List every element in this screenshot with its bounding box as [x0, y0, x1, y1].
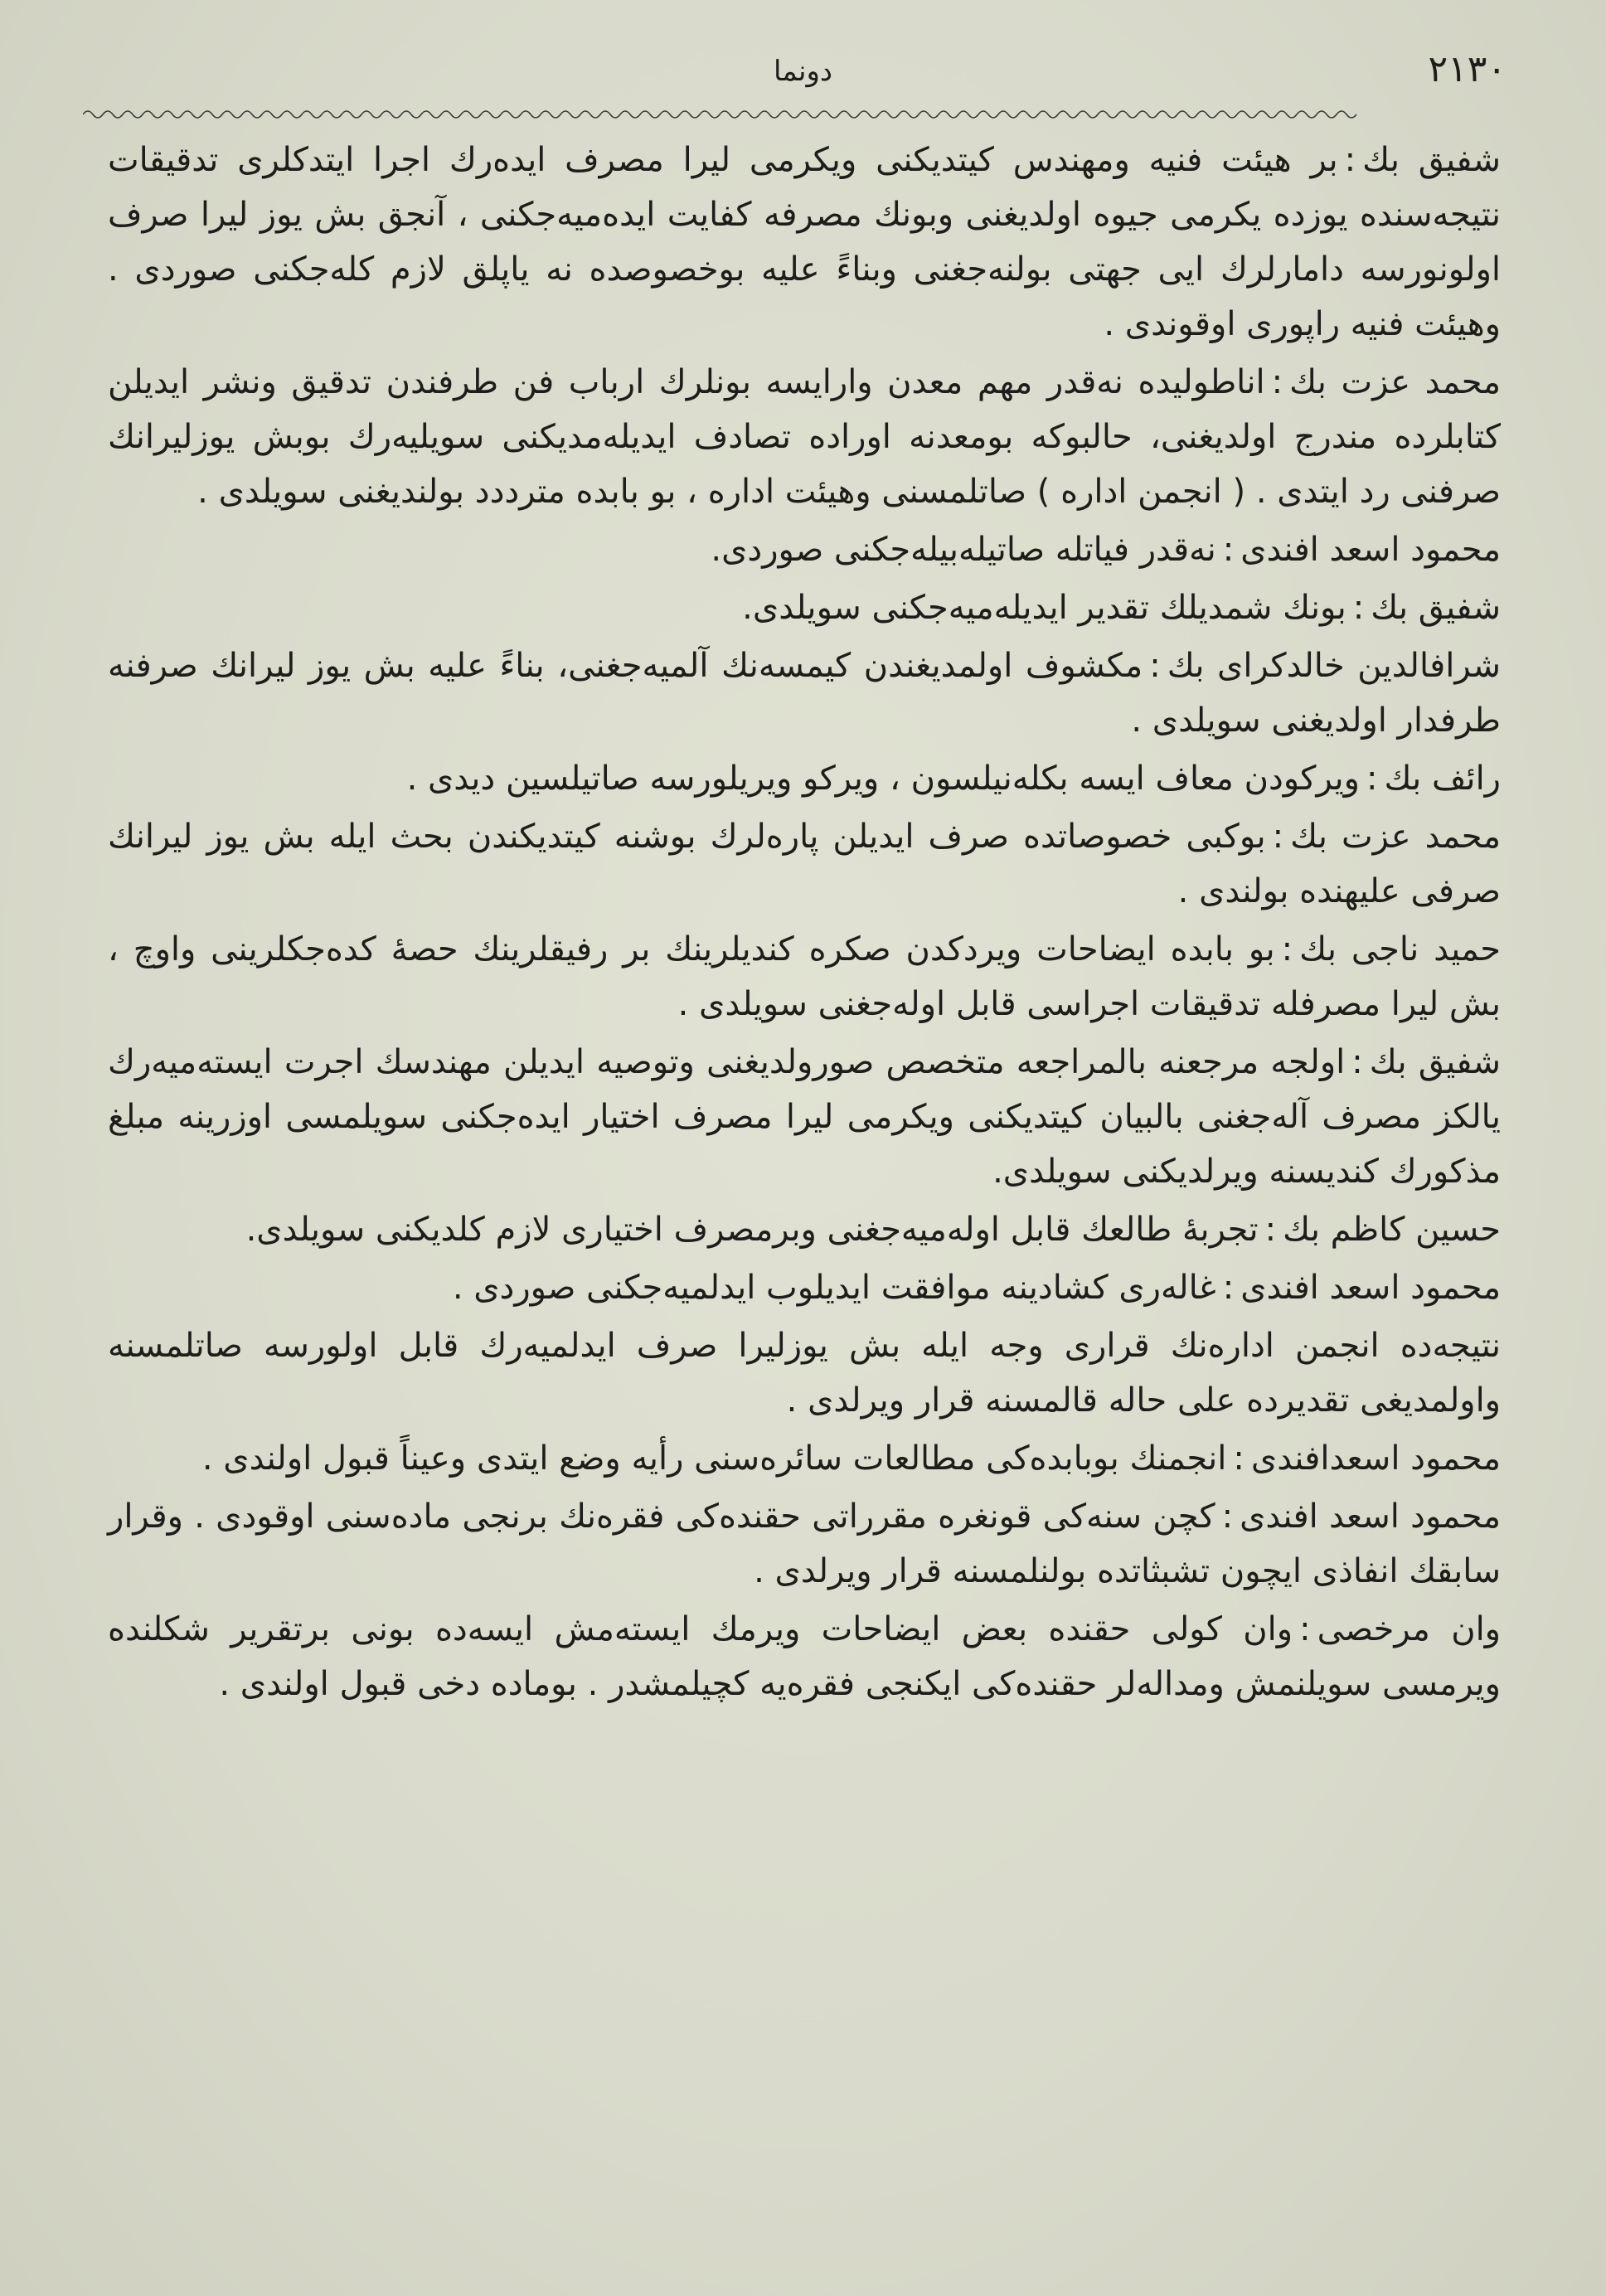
running-title: دونما [773, 55, 833, 88]
speaker-separator: : [1233, 1439, 1245, 1478]
speaker-separator: : [1149, 647, 1161, 685]
paragraph-text: انجمنك بوبابده‌کی مطالعات سائره‌سنی رأیه وضع ایتدی وعیناً قبول اولندی . [201, 1439, 1227, 1478]
paragraph [108, 1318, 1501, 1428]
speaker-name: محمد عزت بك [1289, 363, 1501, 401]
speaker-name: محمد عزت بك [1290, 818, 1502, 856]
paragraph [108, 1202, 1501, 1257]
paragraph [108, 522, 1501, 577]
speaker-separator: : [1281, 930, 1293, 968]
speaker-name: وان مرخصی [1317, 1610, 1501, 1648]
header-rule [83, 106, 1509, 123]
paragraph [108, 1260, 1501, 1315]
speaker-name: محمود اسعد افندی [1240, 1269, 1501, 1307]
speaker-separator: : [1366, 760, 1378, 798]
paragraph [108, 751, 1501, 806]
paragraph-text: بر هیئت فنیه ومهندس کیتدیکنی ویکرمی لیرا مصرف ایده‌رك اجرا ایتدکلری تدقیقات نتیجه‌سنده یوزده یکرمی جیوه اولدیغنی وبونك مصرفه کفایت ایده‌میه‌جکنی ، آنجق بش یوز لیرا صرف اولونورسه دامارلرك ایی جهتی بولنه‌جغنی وبناءً علیه بوخصوصده نه یاپلق لازم کله‌جکنی صوردی . وهیئت فنیه راپوری اوقوندی . [108, 141, 1501, 343]
paragraph [108, 1035, 1501, 1199]
speaker-separator: : [1272, 818, 1284, 856]
paragraph [108, 809, 1501, 919]
speaker-separator: : [1221, 1497, 1234, 1536]
speaker-separator: : [1264, 1211, 1277, 1249]
page-number: ۲۱۳۰ [1428, 48, 1507, 90]
speaker-separator: : [1344, 141, 1356, 179]
speaker-name: شفیق بك [1369, 1043, 1501, 1081]
paragraph-text: تجربه‌ٔ طالعك قابل اوله‌میه‌جغنی وبرمصرف اختیاری لازم کلدیکنی سویلدی. [245, 1211, 1259, 1249]
paragraph [108, 1602, 1501, 1711]
paragraph-text: بو بابده ایضاحات ویردکدن صکره کندیلرینك بر رفیقلرینك حصه‌ٔ کده‌جکلرینی واوچ ، بش لیرا مصرفله تدقیقات اجراسی قابل اوله‌جغنی سویلدی . [108, 930, 1501, 1023]
paragraph-text: ویرکودن معاف ایسه بکله‌نیلسون ، ویرکو ویریلورسه صاتیلسین دیدی . [406, 760, 1360, 798]
paragraph-text: غاله‌ری کشادینه موافقت ایدیلوب ایدلمیه‌جکنی صوردی . [452, 1269, 1216, 1307]
speaker-name: شفیق بك [1371, 589, 1501, 627]
paragraph [108, 1489, 1501, 1599]
speaker-name: شفیق بك [1362, 141, 1501, 179]
speaker-name: حسین کاظم بك [1283, 1211, 1501, 1249]
paragraph-text: نتیجه‌ده انجمن اداره‌نك قراری وجه ایله بش یوزلیرا صرف ایدلمیه‌رك قابل اولورسه صاتلمسنه واولمدیغی تقدیرده علی حاله قالمسنه قرار ویرلدی . [108, 1327, 1501, 1420]
paragraph-text: اناطولیده نه‌قدر مهم معدن وارایسه بونلرك ارباب فن طرفندن تدقیق ونشر ایدیلن کتابلرده مندرج اولدیغنی، حالبوکه بومعدنه اوراده تصادف ایدیله‌مدیکنی سویلیه‌رك بوبش یوزلیرانك صرفنی رد ایتدی . ( انجمن اداره ) صاتلمسنی وهیئت اداره ، بو بابده مترددد بولندیغنی سویلدی . [108, 363, 1501, 511]
speaker-separator: : [1352, 589, 1365, 627]
paragraph [108, 1431, 1501, 1486]
paragraph-text: بوکبی خصوصاتده صرف ایدیلن پاره‌لرك بوشنه کیتدیکندن بحث ایله بش یوز لیرانك صرفی علیهنده بولندی . [108, 818, 1501, 910]
paragraph-text: کچن سنه‌کی قونغره مقرراتی حقنده‌کی فقره‌نك برنجی ماده‌سنی اوقودی . وقرار سابقك انفاذی ایچون تشبثاتده بولنلمسنه قرار ویرلدی . [108, 1497, 1501, 1590]
paragraph [108, 638, 1501, 748]
paragraph [108, 355, 1501, 519]
speaker-separator: : [1299, 1610, 1311, 1648]
speaker-name: محمود اسعدافندی [1250, 1439, 1501, 1478]
speaker-name: محمود اسعد افندی [1240, 531, 1501, 569]
speaker-separator: : [1351, 1043, 1363, 1081]
paragraph [108, 580, 1501, 635]
paragraph-text: نه‌قدر فیاتله صاتیله‌بیله‌جکنی صوردی. [711, 531, 1216, 569]
paragraph [108, 922, 1501, 1032]
paragraph-text: بونك شمدیلك تقدیر ایدیله‌میه‌جکنی سویلدی. [742, 589, 1346, 627]
paragraph-text: اولجه مرجعنه بالمراجعه متخصص صورولدیغنی وتوصیه ایدیلن مهندسك اجرت ایسته‌میه‌رك یالکز مصرف آله‌جغنی بالبیان کیتدیکنی ویکرمی لیرا مصرف اختیار ایده‌جکنی سویلمسی اوزرینه مبلغ مذکورك کندیسنه ویرلدیکنی سویلدی. [108, 1043, 1501, 1191]
speaker-separator: : [1271, 363, 1283, 401]
speaker-name: محمود اسعد افندی [1240, 1497, 1501, 1536]
speaker-name: رائف بك [1384, 760, 1501, 798]
paragraph-text: وان کولی حقنده بعض ایضاحات ویرمك ایستەمش ایسه‌ده بونی برتقریر شکلنده ویرمسی سویلنمش ومداله‌لر حقنده‌کی ایکنجی فقره‌یه کچیلمشدر . بوماده دخی قبول اولندی . [108, 1610, 1501, 1703]
page-header [99, 40, 1507, 98]
paragraph [108, 133, 1501, 352]
paragraph-text: مکشوف اولمدیغندن کیمسه‌نك آلمیه‌جغنی، بناءً علیه بش یوز لیرانك صرفنه طرفدار اولدیغنی سویلدی . [108, 647, 1501, 740]
speaker-separator: : [1222, 531, 1235, 569]
minutes-body [108, 133, 1501, 1715]
speaker-name: شرافالدین خالدکرای بك [1167, 647, 1501, 685]
speaker-name: حمید ناجی بك [1299, 930, 1501, 968]
speaker-separator: : [1222, 1269, 1235, 1307]
